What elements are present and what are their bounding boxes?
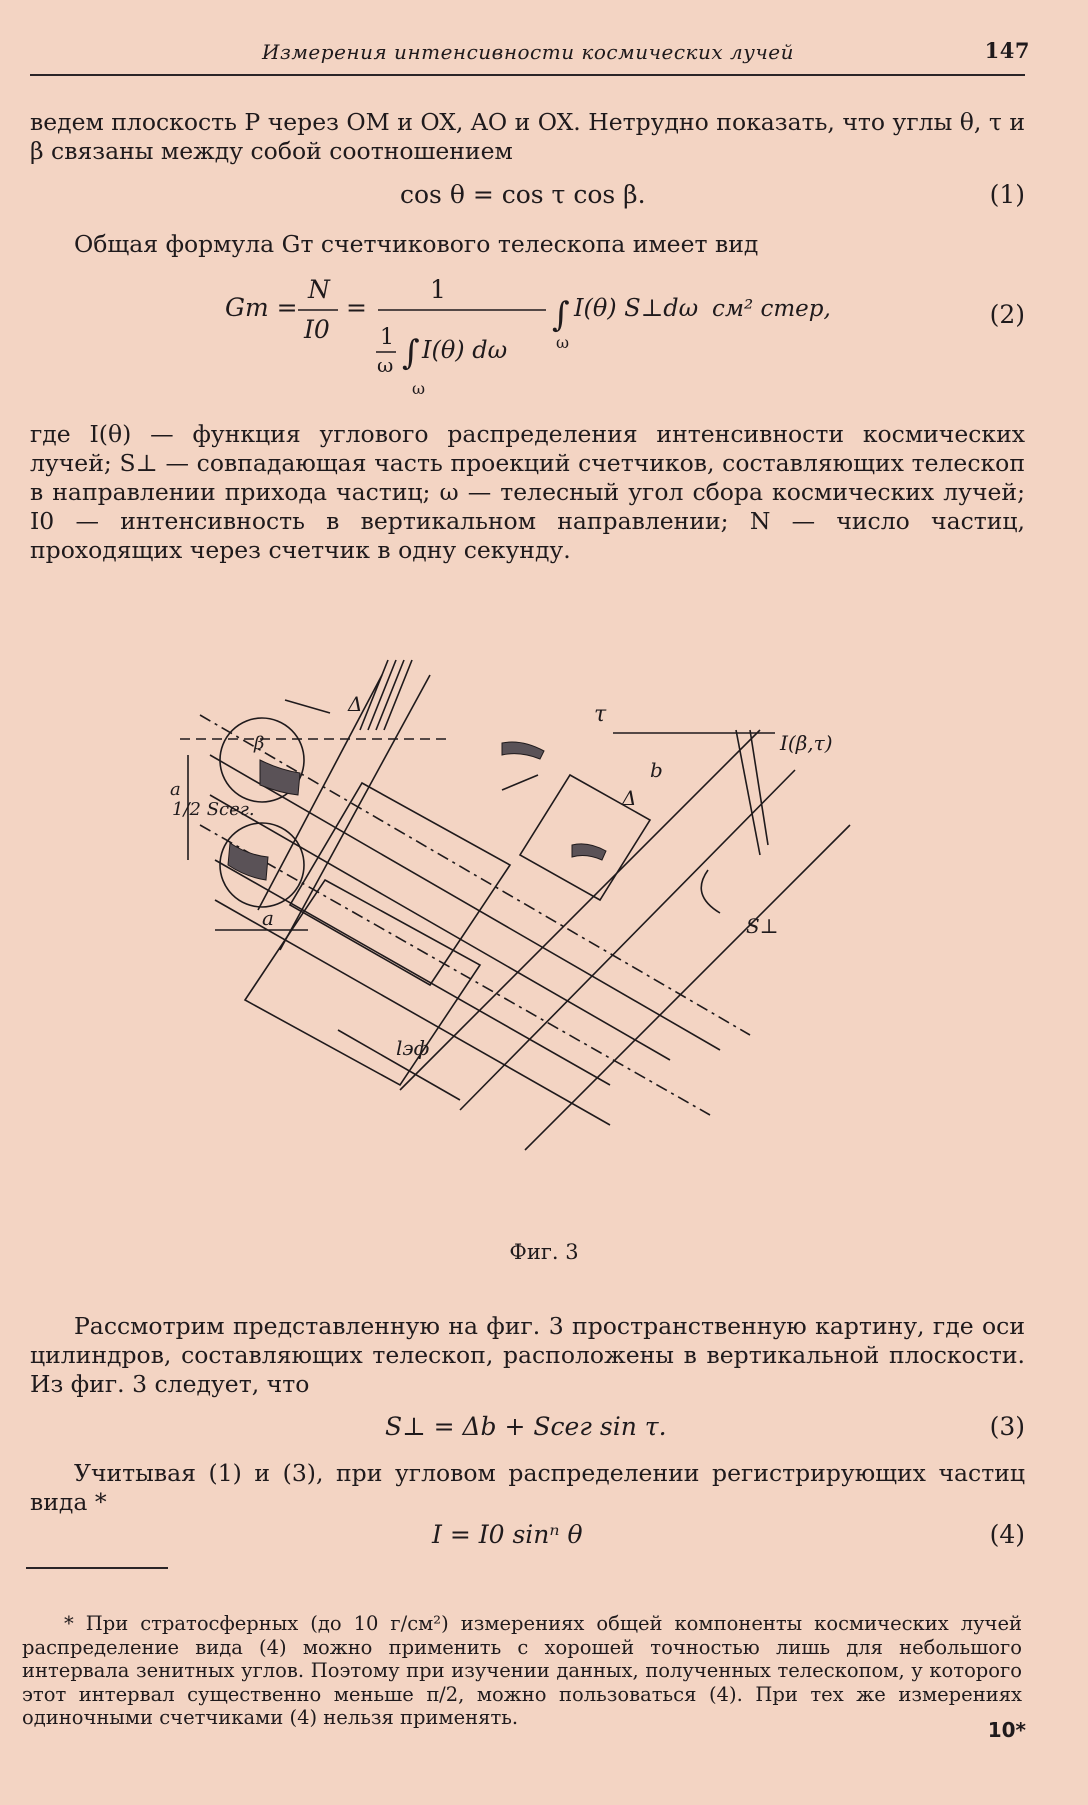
paragraph-4: Рассмотрим представленную на фиг. 3 пространственную картину, где оси цилиндров, составляющих телескоп, расположены в вертикальной плоскости. Из фиг. 3 следует, что	[30, 1312, 1025, 1398]
equation-4	[30, 1520, 1025, 1560]
s-perp-leader	[701, 870, 720, 913]
eq2-integral-1: ∫	[402, 333, 420, 373]
eq2-I0: I0	[304, 315, 330, 344]
equation-1	[30, 180, 1025, 220]
label-intensity: I(β,τ)	[780, 731, 833, 755]
label-tau: τ	[594, 702, 607, 727]
ray-1	[360, 660, 388, 730]
eq2-inner: I(θ) dω	[422, 336, 508, 364]
equation-3-body: S⊥ = Δb + Sсег sin τ.	[385, 1412, 667, 1441]
footnote-text: * При стратосферных (до 10 г/см²) измерениях общей компоненты космических лучей распределение вида (4) можно применить с хорошей точностью лишь для небольшого интервала зенитных углов. Поэтому при изучении данных, полученных телескопом, у которого этот интервал существенно меньше π/2, можно пользоваться (4). При тех же измерениях одиночными счетчиками (4) нельзя применять.	[22, 1612, 1022, 1729]
eq2-outer: I(θ) S⊥dω	[574, 294, 699, 322]
equation-3-number: (3)	[989, 1412, 1025, 1441]
equation-2-formula	[30, 268, 930, 408]
paragraph-5: Учитывая (1) и (3), при угловом распределении регистрирующих частиц вида *	[30, 1459, 1025, 1516]
label-delta-top: Δ	[348, 692, 363, 716]
ray-right-2	[750, 730, 768, 845]
label-b: b	[650, 758, 663, 782]
hatch-right-top	[502, 742, 544, 759]
paragraph-2: Общая формула Gт счетчикового телескопа имеет вид	[74, 230, 759, 258]
edge-a	[210, 755, 720, 1050]
figure-caption: Фиг. 3	[509, 1240, 579, 1264]
ray-3	[376, 660, 404, 730]
tau-arc	[502, 775, 538, 790]
edge-b	[210, 795, 670, 1060]
dim-delta-top	[285, 700, 330, 713]
edge-d	[215, 900, 610, 1125]
running-head-title: Измерения интенсивности космических лучей	[262, 40, 795, 64]
eq2-omega: ω	[377, 353, 394, 377]
equation-1-number: (1)	[989, 180, 1025, 209]
label-l-ef: lэф	[396, 1036, 430, 1060]
hatch-bottom	[228, 843, 268, 880]
beam-right-edge-2	[460, 770, 795, 1110]
equation-4-body: I = I0 sinⁿ θ	[432, 1520, 583, 1549]
label-s-perp: S⊥	[746, 914, 779, 938]
equation-1-body: cos θ = cos τ cos β.	[400, 180, 646, 209]
ray-right-1	[736, 730, 760, 855]
eq2-N: N	[308, 275, 330, 304]
eq2-one: 1	[430, 275, 446, 304]
equation-4-number: (4)	[989, 1520, 1025, 1549]
eq2-one-small: 1	[380, 325, 394, 350]
paragraph-1: ведем плоскость P через OM и OX, AO и OX. Нетрудно показать, что углы θ, τ и β связаны между собой соотношением	[30, 108, 1025, 165]
page-number: 147	[984, 38, 1030, 63]
eq2-integral-2: ∫	[552, 295, 570, 335]
paragraph-3: где I(θ) — функция углового распределения интенсивности космических лучей; S⊥ — совпадающая часть проекций счетчиков, составляющих телескоп в направлении прихода частиц; ω — телесный угол сбора космических лучей; I0 — интенсивность в вертикальном направлении; N — число частиц, проходящих через счетчик в одну секунду.	[30, 420, 1025, 564]
header-rule	[30, 74, 1025, 76]
hatch-top	[260, 760, 300, 795]
label-a-bottom: a	[262, 906, 274, 930]
eq2-eq: =	[346, 293, 367, 322]
hatch-right-bottom	[572, 844, 606, 860]
eq2-units: см² стер,	[712, 296, 831, 322]
label-delta-right: Δ	[622, 786, 637, 810]
eq2-omega-sub-2: ω	[556, 333, 570, 352]
equation-2	[30, 268, 1025, 408]
footnote	[22, 1612, 1022, 1730]
axis-lower	[200, 825, 710, 1115]
label-beta: β	[254, 733, 265, 754]
axis-upper	[200, 715, 750, 1035]
eq2-lhs: Gт =	[225, 293, 298, 322]
ray-4	[384, 660, 412, 730]
eq2-omega-sub: ω	[412, 379, 426, 398]
equation-2-number: (2)	[989, 300, 1025, 329]
footnote-rule	[26, 1567, 168, 1569]
figure-3-diagram	[150, 655, 870, 1225]
cylinder-lower	[245, 880, 480, 1085]
equation-3	[30, 1412, 1025, 1452]
label-a-left: a	[170, 779, 181, 800]
signature-mark: 10*	[987, 1718, 1026, 1742]
beam-right-edge-3	[525, 825, 850, 1150]
label-half-s: 1/2 Sсег.	[172, 799, 255, 820]
